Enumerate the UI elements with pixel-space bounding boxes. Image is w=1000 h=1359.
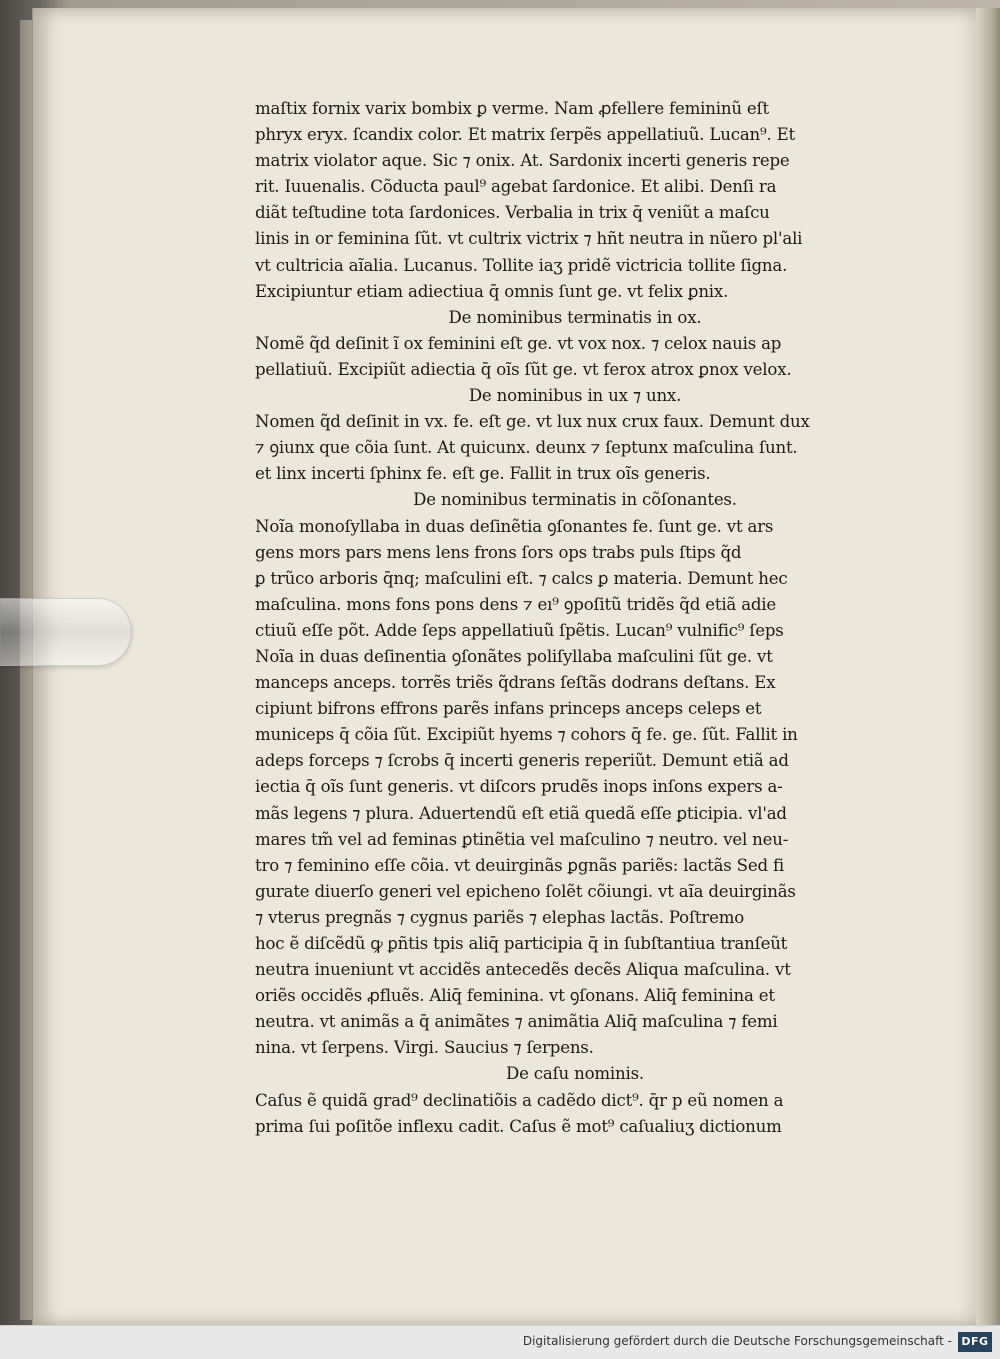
text-line: vt cultricia aĩalia. Lucanus. Tollite iaʒ pridẽ victricia tollite ſigna. [255,255,788,275]
text-line: Noĩa monoſyllaba in duas deſinẽtia ꝯſonantes fe. ſunt ge. vt ars [255,516,774,536]
section-heading: De nominibus in ux ⁊ unx. [468,386,682,406]
text-line: ⁊ vterus pregnãs ⁊ cygnus pariẽs ⁊ elephas lactãs. Poſtremo [255,907,745,927]
text-line: ctiuũ eſſe põt. Adde ſeps appellatiuũ ſpẽtis. Lucan⁹ vulnific⁹ ſeps [255,620,784,640]
text-line: linis in or feminina ſũt. vt cultrix victrix ⁊ hñt neutra in nũero pl'ali [255,229,803,249]
text-line: phryx eryx. ſcandix color. Et matrix ſerpẽs appellatiuũ. Lucan⁹. Et [255,125,795,145]
text-line: diãt teſtudine tota ſardonices. Verbalia in trix q̄ veniũt a maſcu [255,203,770,223]
text-line: Excipiuntur etiam adiectiua q̄ omnis ſunt ge. vt felix ꝑnix. [255,281,729,301]
page-edge-shadow [976,8,1000,1326]
plastic-clip [0,598,132,666]
text-line: mãs legens ⁊ plura. Aduertendũ eſt etiã quedã eſſe ꝑticipia. vl'ad [255,803,787,823]
text-line: iectia q̄ oĩs ſunt generis. vt diſcors prudẽs inops inſons expers a- [255,777,783,797]
incunabula-text-block [255,96,895,1140]
digitization-footer [0,1325,1000,1359]
text-line: maſtix fornix varix bombix ꝑ verme. Nam ꝓfellere femininũ eſt [255,99,769,118]
text-line: hoc ẽ diſcẽdũ ꝙ ꝑñtis tpis aliq̄ participia q̄ in ſubſtantiua tranſeũt [255,934,788,953]
text-line: manceps anceps. torrẽs triẽs q̃drans ſeſtãs dodrans deſtans. Ex [255,673,776,693]
text-line: matrix violator aque. Sic ⁊ onix. At. Sardonix incerti generis repe [255,151,790,171]
text-line: neutra inueniunt vt accidẽs antecedẽs decẽs Aliqua maſculina. vt [255,960,791,980]
text-line: Noĩa in duas deſinentia ꝯſonãtes poliſyllaba maſculini ſũt ge. vt [255,646,773,666]
text-line: ⁊ ꝯiunx que cõia ſunt. At quicunx. deunx ⁊ ſeptunx maſculina ſunt. [255,438,798,458]
section-heading: De nominibus terminatis in ox. [448,307,702,327]
text-line: Nomẽ q̃d deſinit ĩ ox feminini eſt ge. vt vox nox. ⁊ celox nauis ap [255,333,782,353]
text-line: adeps forceps ⁊ ſcrobs q̄ incerti generis reperiũt. Demunt etiã ad [255,751,789,771]
text-line: neutra. vt animãs a q̄ animãtes ⁊ animãtia Aliq̄ maſculina ⁊ femi [255,1012,778,1032]
text-line: pellatiuũ. Excipiũt adiectia q̄ oĩs ſũt ge. vt ferox atrox ꝑnox velox. [255,359,792,379]
section-heading: De caſu nominis. [506,1064,644,1084]
text-line: et linx incerti ſphinx fe. eſt ge. Fallit in trux oĩs generis. [255,464,711,484]
text-line: municeps q̄ cõia ſũt. Excipiũt hyems ⁊ cohors q̄ fe. ge. ſũt. Fallit in [255,725,798,745]
text-line: nina. vt ſerpens. Virgi. Saucius ⁊ ſerpens. [255,1038,594,1058]
text-line: cipiunt bifrons effrons parẽs infans princeps anceps celeps et [255,699,762,719]
dfg-logo-icon: DFG [958,1332,992,1352]
text-line: mares tm̃ vel ad feminas ꝑtinẽtia vel maſculino ⁊ neutro. vel neu- [255,829,789,849]
text-line: rit. Iuuenalis. Cõducta paul⁹ agebat ſardonice. Et alibi. Denſi ra [255,177,777,197]
section-heading: De nominibus terminatis in cõſonantes. [413,490,737,510]
text-line: oriẽs occidẽs ꝓfluẽs. Aliq̄ feminina. vt ꝯſonans. Aliq̄ feminina et [255,986,775,1006]
text-line: Nomen q̃d deſinit in vx. fe. eſt ge. vt lux nux crux faux. Demunt dux [255,412,810,432]
text-line: gurate diuerſo generi vel epicheno ſolẽt cõiungi. vt aĩa deuirginãs [255,881,796,901]
text-line: tro ⁊ feminino eſſe cõia. vt deuirginãs ꝑgnãs pariẽs: lactãs Sed fi [255,855,785,875]
text-line: ꝑ trũco arboris q̄nq; maſculini eſt. ⁊ calcs ꝑ materia. Demunt hec [255,568,788,588]
funding-credit: Digitalisierung gefördert durch die Deutsche Forschungsgemeinschaft - [522,1334,952,1348]
text-line: gens mors pars mens lens frons ſors ops trabs puls ſtips q̃d [255,542,742,562]
text-line: prima ſui poſitõe inflexu cadit. Caſus ẽ mot⁹ caſualiuʒ dictionum [255,1116,782,1136]
text-line: maſculina. mons fons pons dens ⁊ eı⁹ ꝯpoſitũ tridẽs q̃d etiã adie [255,594,777,614]
text-line: Caſus ẽ quidã grad⁹ declinatiõis a cadẽdo dict⁹. q̄r p eũ nomen a [255,1090,784,1110]
